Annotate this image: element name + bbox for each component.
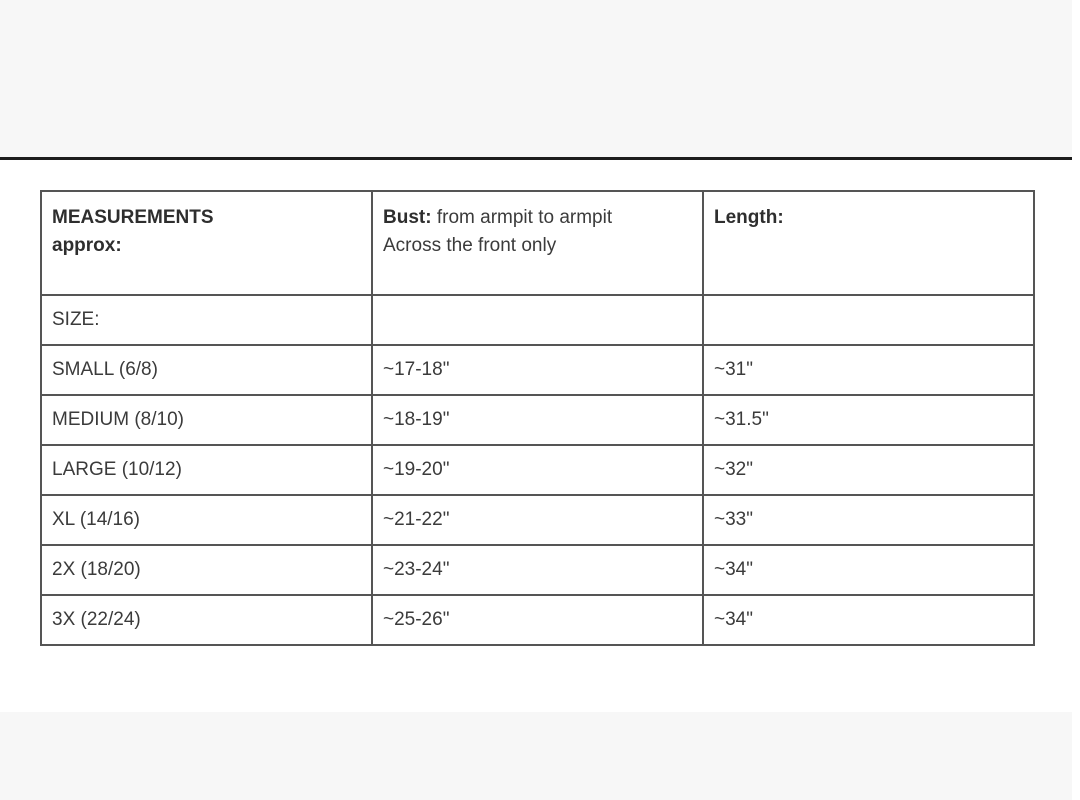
length-cell: ~34" — [703, 595, 1034, 645]
length-cell: ~31" — [703, 345, 1034, 395]
table-row — [41, 595, 1034, 645]
top-blank-area — [0, 0, 1072, 157]
size-cell: SMALL (6/8) — [41, 345, 372, 395]
length-cell: ~33" — [703, 495, 1034, 545]
table-header-row — [41, 191, 1034, 295]
table-row — [41, 545, 1034, 595]
size-cell: MEDIUM (8/10) — [41, 395, 372, 445]
size-label-row — [41, 295, 1034, 345]
bottom-blank-area — [0, 712, 1072, 800]
table-row — [41, 345, 1034, 395]
bust-label: Bust: — [383, 207, 432, 228]
length-cell: ~32" — [703, 445, 1034, 495]
bust-cell: ~17-18" — [372, 345, 703, 395]
size-cell: LARGE (10/12) — [41, 445, 372, 495]
size-cell: 3X (22/24) — [41, 595, 372, 645]
bust-cell: ~23-24" — [372, 545, 703, 595]
bust-cell: ~25-26" — [372, 595, 703, 645]
bust-description: from armpit to armpit — [436, 207, 613, 228]
bust-cell: ~21-22" — [372, 495, 703, 545]
table-row — [41, 495, 1034, 545]
table-row — [41, 395, 1034, 445]
empty-cell — [703, 295, 1034, 345]
length-header-cell — [703, 191, 1034, 295]
length-label: Length: — [714, 207, 784, 228]
size-cell: XL (14/16) — [41, 495, 372, 545]
measurements-subtitle: approx: — [52, 235, 122, 256]
bust-cell: ~18-19" — [372, 395, 703, 445]
bust-description-line2: Across the front only — [383, 235, 557, 256]
measurements-title: MEASUREMENTS — [52, 207, 214, 228]
table-row — [41, 445, 1034, 495]
empty-cell — [372, 295, 703, 345]
length-cell: ~31.5" — [703, 395, 1034, 445]
length-cell: ~34" — [703, 545, 1034, 595]
bust-cell: ~19-20" — [372, 445, 703, 495]
bust-header-cell — [372, 191, 703, 295]
size-chart-table — [40, 190, 1035, 646]
size-label-cell: SIZE: — [41, 295, 372, 345]
size-cell: 2X (18/20) — [41, 545, 372, 595]
right-edge-strip — [1072, 0, 1080, 800]
measurements-header-cell — [41, 191, 372, 295]
